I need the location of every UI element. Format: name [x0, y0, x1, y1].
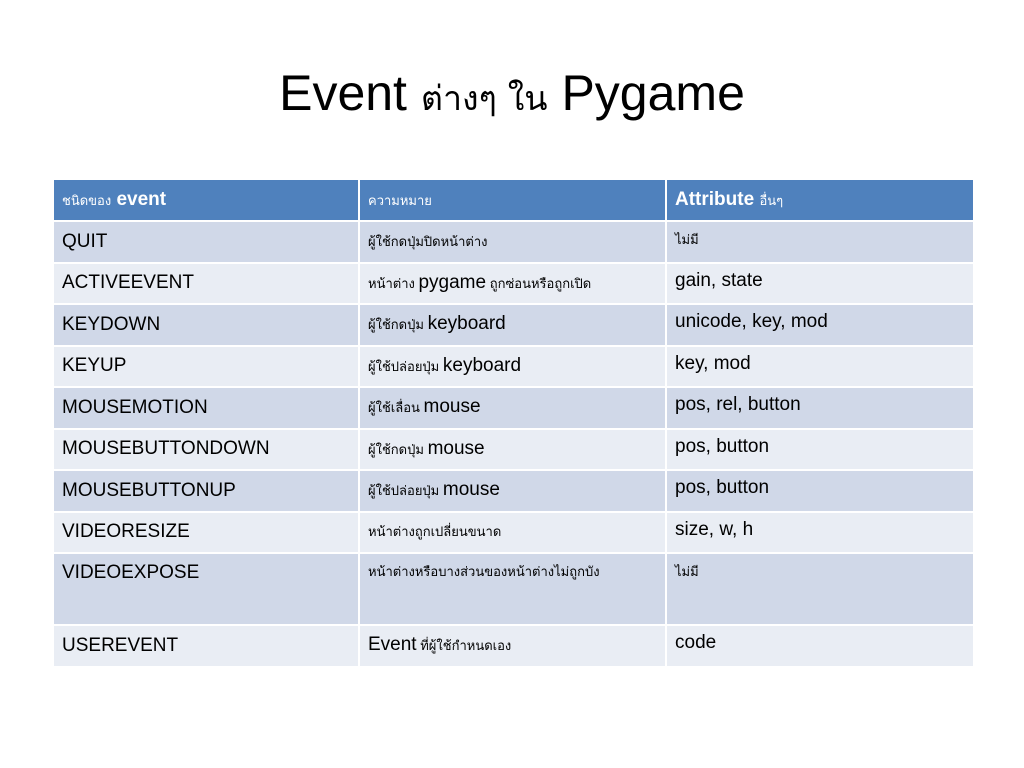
attribute-value: unicode, key, mod [675, 311, 828, 332]
meaning-cell [359, 263, 666, 305]
event-type-cell: USEREVENT [53, 625, 359, 667]
event-type-cell: QUIT [53, 221, 359, 263]
attribute-cell [666, 346, 974, 388]
table-row [53, 553, 974, 625]
meaning-cell [359, 429, 666, 471]
meaning-thai: ผู้ใช้กดปุ่ม [368, 317, 424, 333]
attribute-value: key, mod [675, 352, 751, 374]
attribute-cell [666, 387, 974, 429]
header-event-type [53, 179, 359, 221]
table-row [53, 625, 974, 667]
attribute-cell [666, 221, 974, 263]
meaning-thai-suffix: ที่ผู้ใช้กำหนดเอง [420, 638, 512, 654]
header-event-type-en: event [116, 189, 167, 210]
meaning-cell [359, 387, 666, 429]
meaning-en: keyboard [442, 354, 522, 376]
meaning-thai: หน้าต่างหรือบางส่วนของหน้าต่างไม่ถูกบัง [368, 564, 600, 579]
events-table [52, 178, 975, 668]
attribute-value: pos, rel, button [675, 394, 801, 415]
event-type-cell: VIDEORESIZE [53, 512, 359, 554]
attribute-none: ไม่มี [675, 564, 699, 579]
meaning-en: pygame [418, 271, 487, 293]
meaning-cell [359, 304, 666, 346]
attribute-cell [666, 625, 974, 667]
meaning-en: mouse [423, 396, 481, 418]
attribute-cell [666, 429, 974, 471]
meaning-cell [359, 470, 666, 512]
title-pygame: Pygame [561, 65, 745, 121]
attribute-value: code [675, 632, 717, 653]
meaning-thai: หน้าต่าง [368, 275, 415, 291]
meaning-en: mouse [427, 437, 485, 459]
title-thai: ต่างๆ ใน [420, 79, 548, 119]
attribute-value: pos, button [675, 477, 770, 498]
meaning-cell [359, 346, 666, 388]
attribute-cell [666, 304, 974, 346]
header-meaning-label: ความหมาย [368, 193, 432, 208]
event-type-cell: VIDEOEXPOSE [53, 553, 359, 625]
meaning-thai: ผู้ใช้ปล่อยปุ่ม [368, 358, 440, 374]
title-event: Event [279, 65, 407, 121]
meaning-thai: ผู้ใช้เลื่อน [368, 400, 420, 416]
meaning-cell [359, 512, 666, 554]
event-type-cell: MOUSEMOTION [53, 387, 359, 429]
header-event-type-thai: ชนิดของ [62, 193, 112, 208]
table-row [53, 221, 974, 263]
table-body [53, 221, 974, 667]
event-type-cell: KEYUP [53, 346, 359, 388]
table-row [53, 304, 974, 346]
attribute-value: gain, state [675, 269, 763, 291]
attribute-cell [666, 470, 974, 512]
attribute-cell [666, 553, 974, 625]
attribute-cell [666, 512, 974, 554]
event-type-cell: ACTIVEEVENT [53, 263, 359, 305]
meaning-thai-suffix: ถูกซ่อนหรือถูกเปิด [489, 275, 592, 291]
header-attribute [666, 179, 974, 221]
meaning-thai: ผู้ใช้กดปุ่มปิดหน้าต่าง [368, 233, 488, 249]
meaning-cell [359, 221, 666, 263]
meaning-en: Event [368, 634, 417, 656]
meaning-cell [359, 625, 666, 667]
meaning-cell [359, 553, 666, 625]
table-header-row [53, 179, 974, 221]
table-row [53, 470, 974, 512]
table-row [53, 429, 974, 471]
attribute-cell [666, 263, 974, 305]
attribute-value: pos, button [675, 435, 770, 457]
header-attribute-thai: อื่นๆ [759, 193, 784, 208]
header-meaning [359, 179, 666, 221]
table-row [53, 512, 974, 554]
table-row [53, 387, 974, 429]
event-type-cell: MOUSEBUTTONDOWN [53, 429, 359, 471]
event-type-cell: KEYDOWN [53, 304, 359, 346]
header-attribute-en: Attribute [675, 189, 755, 210]
meaning-en: mouse [442, 479, 500, 501]
meaning-thai: หน้าต่างถูกเปลี่ยนขนาด [368, 524, 502, 540]
meaning-thai: ผู้ใช้กดปุ่ม [368, 441, 424, 457]
slide-title [0, 58, 1024, 134]
table-row [53, 346, 974, 388]
meaning-thai: ผู้ใช้ปล่อยปุ่ม [368, 483, 440, 499]
attribute-value: size, w, h [675, 518, 754, 540]
meaning-en: keyboard [427, 313, 506, 335]
attribute-none: ไม่มี [675, 232, 699, 247]
table-row [53, 263, 974, 305]
event-type-cell: MOUSEBUTTONUP [53, 470, 359, 512]
